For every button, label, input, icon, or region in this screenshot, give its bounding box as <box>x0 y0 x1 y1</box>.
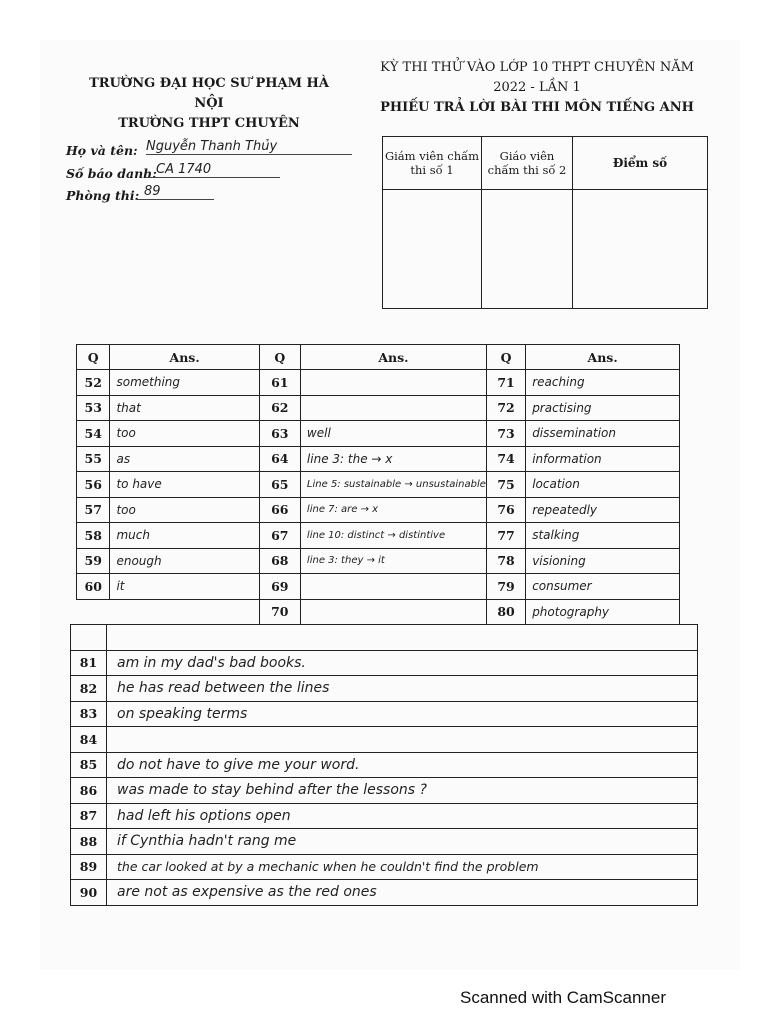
table-row <box>71 829 698 855</box>
grader-2-cell <box>482 190 573 309</box>
question-number: 85 <box>71 752 107 778</box>
answers-table <box>76 344 680 625</box>
question-number: 77 <box>486 523 525 549</box>
question-number: 57 <box>77 497 110 523</box>
header-cell <box>107 625 698 651</box>
answer-cell: do not have to give me your word. <box>107 752 698 778</box>
question-number: 90 <box>71 880 107 906</box>
answer-cell <box>300 599 486 625</box>
question-number: 89 <box>71 854 107 880</box>
question-number: 53 <box>77 395 110 421</box>
answer-cell: to have <box>110 472 259 498</box>
answer-cell: too <box>110 421 259 447</box>
answer-cell: had left his options open <box>107 803 698 829</box>
table-row <box>71 803 698 829</box>
question-number: 58 <box>77 523 110 549</box>
question-number: 67 <box>259 523 300 549</box>
name-label: Họ và tên: <box>66 143 138 158</box>
answer-cell: it <box>110 574 259 600</box>
table-row <box>71 880 698 906</box>
answer-cell: Line 5: sustainable → unsustainable <box>300 472 486 498</box>
question-number: 87 <box>71 803 107 829</box>
answer-cell: too <box>110 497 259 523</box>
score-cell <box>573 190 708 309</box>
answer-cell <box>107 727 698 753</box>
answer-cell: stalking <box>526 523 680 549</box>
question-number: 84 <box>71 727 107 753</box>
question-number: 52 <box>77 370 110 396</box>
question-number: 80 <box>486 599 525 625</box>
question-number: 83 <box>71 701 107 727</box>
answer-cell: line 7: are → x <box>300 497 486 523</box>
room-value: 89 <box>136 184 214 200</box>
grader-2-header: Giáo viên chấm thi số 2 <box>482 137 573 190</box>
table-row <box>71 676 698 702</box>
answer-cell: as <box>110 446 259 472</box>
q-header: Q <box>486 345 525 370</box>
answer-cell: that <box>110 395 259 421</box>
question-number: 86 <box>71 778 107 804</box>
grader-1-header: Giám viên chấm thi số 1 <box>383 137 482 190</box>
question-number: 76 <box>486 497 525 523</box>
question-number: 79 <box>486 574 525 600</box>
answer-cell: repeatedly <box>526 497 680 523</box>
school-name <box>74 74 344 134</box>
answer-cell: much <box>110 523 259 549</box>
table-row <box>77 523 680 549</box>
table-row <box>71 778 698 804</box>
exam-title <box>372 58 702 118</box>
answer-cell: dissemination <box>526 421 680 447</box>
long-answers-table <box>70 624 698 906</box>
school-line-1: TRƯỜNG ĐẠI HỌC SƯ PHẠM HÀ NỘI <box>89 76 329 111</box>
question-number: 68 <box>259 548 300 574</box>
answer-cell: information <box>526 446 680 472</box>
answer-cell: on speaking terms <box>107 701 698 727</box>
answer-cell: visioning <box>526 548 680 574</box>
question-number: 56 <box>77 472 110 498</box>
room-label: Phòng thi: <box>66 188 140 203</box>
exam-line-3: PHIẾU TRẢ LỜI BÀI THI MÔN TIẾNG ANH <box>380 100 694 115</box>
question-number: 64 <box>259 446 300 472</box>
ans-header: Ans. <box>526 345 680 370</box>
answer-cell: line 10: distinct → distintive <box>300 523 486 549</box>
answer-cell: are not as expensive as the red ones <box>107 880 698 906</box>
question-number: 63 <box>259 421 300 447</box>
answer-cell: reaching <box>526 370 680 396</box>
q-header: Q <box>259 345 300 370</box>
score-header: Điểm số <box>573 137 708 190</box>
question-number: 88 <box>71 829 107 855</box>
answer-cell: if Cynthia hadn't rang me <box>107 829 698 855</box>
answer-cell: line 3: they → it <box>300 548 486 574</box>
answer-cell: location <box>526 472 680 498</box>
question-number: 73 <box>486 421 525 447</box>
question-number: 61 <box>259 370 300 396</box>
ans-header: Ans. <box>300 345 486 370</box>
table-row <box>71 727 698 753</box>
table-row <box>77 472 680 498</box>
question-number: 81 <box>71 650 107 676</box>
answer-cell: enough <box>110 548 259 574</box>
grading-table <box>382 136 708 309</box>
question-number: 66 <box>259 497 300 523</box>
question-number: 55 <box>77 446 110 472</box>
answer-cell <box>300 370 486 396</box>
answer-cell <box>300 574 486 600</box>
question-number: 78 <box>486 548 525 574</box>
name-row <box>66 139 278 158</box>
table-row <box>71 752 698 778</box>
table-row <box>77 599 680 625</box>
answer-cell: practising <box>526 395 680 421</box>
name-value: Nguyễn Thanh Thủy <box>146 139 352 155</box>
table-row <box>77 446 680 472</box>
scanner-watermark: Scanned with CamScanner <box>460 988 667 1007</box>
table-row <box>77 421 680 447</box>
question-number: 65 <box>259 472 300 498</box>
id-row <box>66 162 212 181</box>
question-number: 54 <box>77 421 110 447</box>
table-row <box>77 395 680 421</box>
answer-cell: line 3: the → x <box>300 446 486 472</box>
room-row <box>66 184 161 203</box>
question-number: 75 <box>486 472 525 498</box>
exam-line-2: 2022 - LẦN 1 <box>493 80 581 95</box>
ans-header: Ans. <box>110 345 259 370</box>
question-number: 71 <box>486 370 525 396</box>
answer-cell: am in my dad's bad books. <box>107 650 698 676</box>
question-number: 60 <box>77 574 110 600</box>
answer-cell: something <box>110 370 259 396</box>
id-value: CA 1740 <box>146 162 280 178</box>
table-row <box>77 574 680 600</box>
question-number: 74 <box>486 446 525 472</box>
school-line-2: TRƯỜNG THPT CHUYÊN <box>118 116 300 131</box>
exam-line-1: KỲ THI THỬ VÀO LỚP 10 THPT CHUYÊN NĂM <box>380 60 694 75</box>
answer-cell: was made to stay behind after the lessons ? <box>107 778 698 804</box>
question-number: 59 <box>77 548 110 574</box>
question-number: 70 <box>259 599 300 625</box>
answer-cell: well <box>300 421 486 447</box>
answer-cell: he has read between the lines <box>107 676 698 702</box>
question-number: 69 <box>259 574 300 600</box>
empty-cell <box>77 599 110 625</box>
answer-cell: consumer <box>526 574 680 600</box>
question-number: 72 <box>486 395 525 421</box>
table-row <box>77 370 680 396</box>
header-cell <box>71 625 107 651</box>
answer-cell: the car looked at by a mechanic when he couldn't find the problem <box>107 854 698 880</box>
question-number: 82 <box>71 676 107 702</box>
empty-cell <box>110 599 259 625</box>
question-number: 62 <box>259 395 300 421</box>
table-row <box>71 701 698 727</box>
table-row <box>71 625 698 651</box>
grader-1-cell <box>383 190 482 309</box>
table-row <box>71 650 698 676</box>
answer-cell <box>300 395 486 421</box>
id-label: Số báo danh: <box>66 166 157 181</box>
q-header: Q <box>77 345 110 370</box>
answer-cell: photography <box>526 599 680 625</box>
table-row <box>77 497 680 523</box>
table-row <box>71 854 698 880</box>
table-row <box>77 548 680 574</box>
